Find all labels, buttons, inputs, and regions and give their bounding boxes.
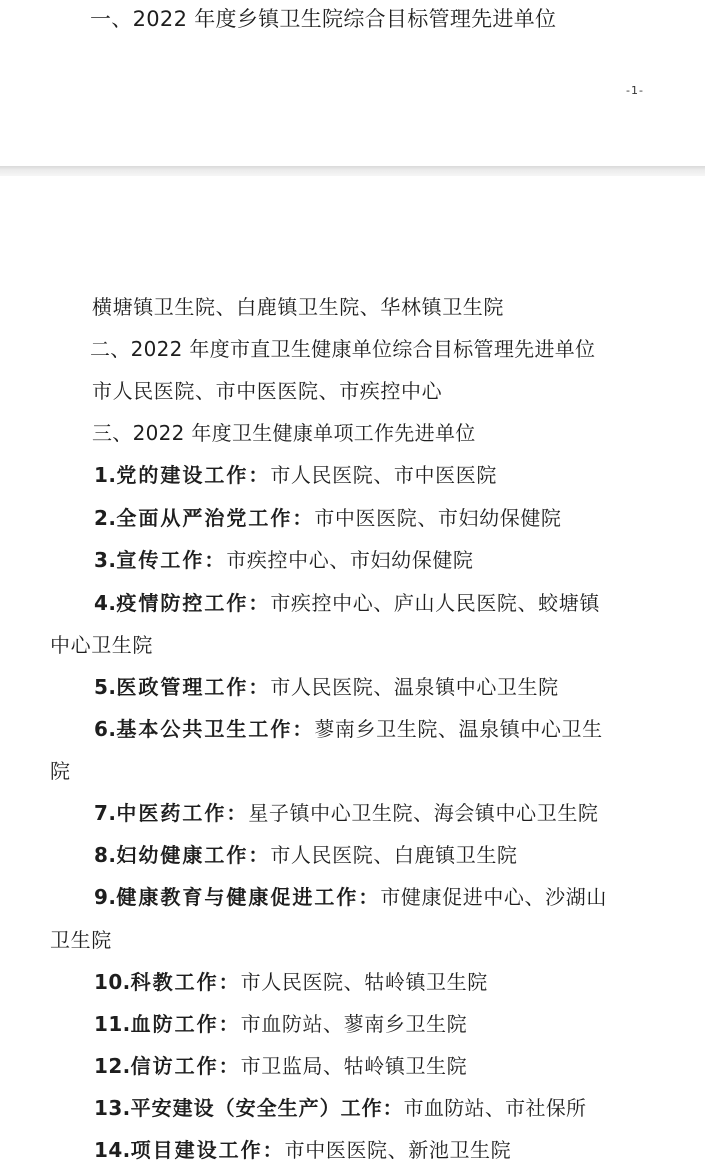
- item-content: 市人民医院、白鹿镇卫生院: [270, 843, 518, 867]
- item-label: 中医药工作：: [116, 801, 249, 825]
- item-label: 项目建设工作：: [130, 1138, 285, 1162]
- item-content: 市卫监局、牯岭镇卫生院: [240, 1054, 468, 1078]
- item-number: 9.: [94, 885, 117, 909]
- item-label: 健康教育与健康促进工作：: [116, 885, 381, 909]
- item-number: 6.: [94, 717, 117, 741]
- item-number: 2.: [94, 506, 117, 530]
- item-number: 10.: [94, 970, 131, 994]
- item-content: 市人民医院、温泉镇中心卫生院: [270, 675, 559, 699]
- item-label: 科教工作：: [130, 970, 241, 994]
- item-number: 5.: [94, 675, 117, 699]
- list-item: [94, 590, 600, 616]
- item-continuation: 卫生院: [50, 928, 112, 952]
- item-number: 8.: [94, 843, 117, 867]
- item-label: 宣传工作：: [116, 548, 227, 572]
- item-continuation: 院: [50, 759, 71, 783]
- item-content: 市血防站、蓼南乡卫生院: [240, 1012, 468, 1036]
- item-label: 妇幼健康工作：: [116, 843, 271, 867]
- heading-single-item-units: 三、2022 年度卫生健康单项工作先进单位: [92, 421, 476, 445]
- list-item: [94, 1011, 467, 1037]
- item-content: 市疾控中心、庐山人民医院、蛟塘镇: [270, 591, 600, 615]
- heading-township-units: 一、2022 年度乡镇卫生院综合目标管理先进单位: [90, 7, 557, 31]
- list-item: [94, 505, 562, 531]
- item-content: 市中医医院、新池卫生院: [284, 1138, 512, 1162]
- list-item: [94, 842, 518, 868]
- item-number: 3.: [94, 548, 117, 572]
- page-number: -1-: [626, 84, 644, 97]
- item-content: 市疾控中心、市妇幼保健院: [226, 548, 474, 572]
- list-item: [94, 547, 474, 573]
- township-units-list: 横塘镇卫生院、白鹿镇卫生院、华林镇卫生院: [92, 295, 504, 319]
- list-item: [94, 800, 599, 826]
- item-content: 市中医医院、市妇幼保健院: [314, 506, 562, 530]
- page-separator: [0, 166, 705, 176]
- list-item: [94, 1137, 511, 1163]
- item-label: 全面从严治党工作：: [116, 506, 315, 530]
- item-label: 党的建设工作：: [116, 463, 271, 487]
- item-content: 市人民医院、市中医医院: [270, 463, 497, 487]
- list-item: [94, 462, 497, 488]
- item-label: 信访工作：: [130, 1054, 241, 1078]
- list-item: [94, 674, 559, 700]
- item-number: 4.: [94, 591, 117, 615]
- list-item: [94, 716, 603, 742]
- item-label: 医政管理工作：: [116, 675, 271, 699]
- item-label: 基本公共卫生工作：: [116, 717, 315, 741]
- heading-municipal-units: 二、2022 年度市直卫生健康单位综合目标管理先进单位: [90, 337, 596, 361]
- item-number: 1.: [94, 463, 117, 487]
- item-number: 7.: [94, 801, 117, 825]
- list-item: [94, 884, 607, 910]
- list-item: [94, 969, 488, 995]
- item-number: 12.: [94, 1054, 131, 1078]
- item-continuation: 中心卫生院: [50, 633, 153, 657]
- item-label: 血防工作：: [130, 1012, 241, 1036]
- item-label: 平安建设（安全生产）工作：: [130, 1096, 404, 1120]
- item-number: 11.: [94, 1012, 131, 1036]
- item-content: 市健康促进中心、沙湖山: [380, 885, 607, 909]
- item-label: 疫情防控工作：: [116, 591, 271, 615]
- item-content: 星子镇中心卫生院、海会镇中心卫生院: [248, 801, 599, 825]
- item-content: 蓼南乡卫生院、温泉镇中心卫生: [314, 717, 603, 741]
- item-number: 13.: [94, 1096, 131, 1120]
- item-content: 市人民医院、牯岭镇卫生院: [240, 970, 488, 994]
- item-content: 市血防站、市社保所: [403, 1096, 587, 1120]
- list-item: [94, 1053, 467, 1079]
- item-number: 14.: [94, 1138, 131, 1162]
- municipal-units-list: 市人民医院、市中医医院、市疾控中心: [92, 379, 443, 403]
- list-item: [94, 1095, 586, 1121]
